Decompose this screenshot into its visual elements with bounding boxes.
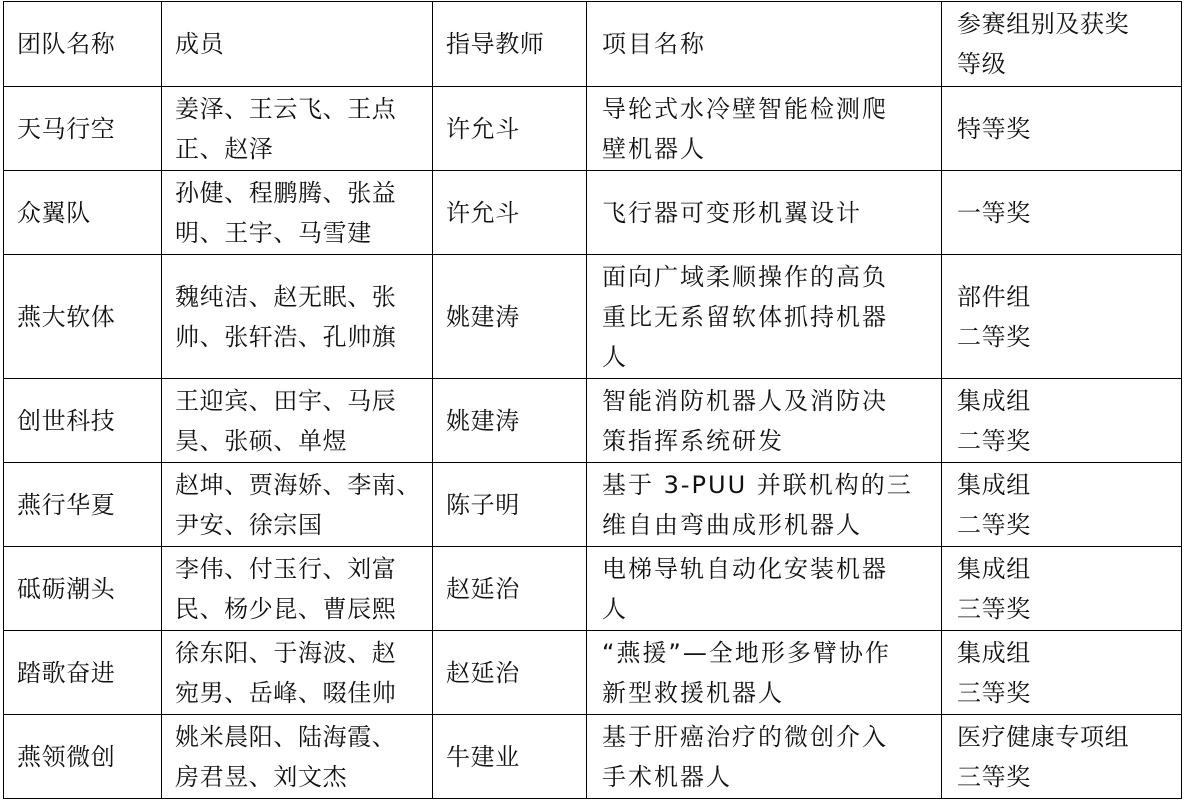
members-line: 帅、张轩浩、孔帅旗 — [175, 322, 397, 351]
advisor-name: 牛建业 — [433, 715, 587, 799]
members-line: 房君昱、刘文杰 — [175, 762, 348, 791]
advisor-name: 许允斗 — [433, 171, 587, 255]
project-cell — [587, 715, 942, 799]
award-line: 三等奖 — [957, 762, 1031, 791]
team-name: 燕行华夏 — [4, 463, 162, 547]
members-cell — [162, 255, 433, 379]
members-line: 李伟、付玉行、刘富 — [175, 554, 397, 583]
award-line: 集成组 — [957, 638, 1031, 667]
team-name: 天马行空 — [4, 87, 162, 171]
members-cell — [162, 87, 433, 171]
project-line: 基于肝癌治疗的微创介入 — [602, 722, 888, 751]
project-line: 导轮式水冷壁智能检测爬 — [602, 94, 888, 123]
award-cell — [942, 547, 1182, 631]
project-line: 手术机器人 — [602, 762, 732, 791]
project-line: 飞行器可变形机翼设计 — [602, 198, 862, 227]
award-line: 三等奖 — [957, 594, 1031, 623]
table-row — [4, 87, 1182, 171]
members-line: 徐东阳、于海波、赵 — [175, 638, 397, 667]
advisor-name: 陈子明 — [433, 463, 587, 547]
members-line: 昊、张硕、单煜 — [175, 426, 348, 455]
members-cell — [162, 547, 433, 631]
award-cell — [942, 715, 1182, 799]
table-row — [4, 379, 1182, 463]
award-cell — [942, 171, 1182, 255]
award-line: 集成组 — [957, 554, 1031, 583]
project-line: 维自由弯曲成形机器人 — [602, 510, 862, 539]
award-cell — [942, 379, 1182, 463]
award-line: 特等奖 — [957, 114, 1031, 143]
team-name: 燕领微创 — [4, 715, 162, 799]
award-line: 一等奖 — [957, 198, 1031, 227]
team-name: 众翼队 — [4, 171, 162, 255]
award-cell — [942, 463, 1182, 547]
award-line: 医疗健康专项组 — [957, 722, 1130, 751]
members-line: 赵坤、贾海娇、李南、 — [175, 470, 421, 499]
advisor-name: 姚建涛 — [433, 255, 587, 379]
award-line: 三等奖 — [957, 678, 1031, 707]
table-row — [4, 463, 1182, 547]
award-cell — [942, 87, 1182, 171]
project-cell — [587, 547, 942, 631]
award-cell — [942, 631, 1182, 715]
project-line: 人 — [602, 342, 628, 371]
table-row — [4, 255, 1182, 379]
header-award — [942, 2, 1182, 87]
project-line: 重比无系留软体抓持机器 — [602, 302, 888, 331]
award-line: 二等奖 — [957, 510, 1031, 539]
members-line: 姜泽、王云飞、王点 — [175, 94, 397, 123]
table-row — [4, 715, 1182, 799]
team-name: 创世科技 — [4, 379, 162, 463]
table-row — [4, 547, 1182, 631]
members-line: 民、杨少昆、曹辰熙 — [175, 594, 397, 623]
members-cell — [162, 379, 433, 463]
advisor-name: 赵延治 — [433, 547, 587, 631]
award-line: 集成组 — [957, 470, 1031, 499]
advisor-name: 许允斗 — [433, 87, 587, 171]
team-name: 砥砺潮头 — [4, 547, 162, 631]
members-line: 明、王宇、马雪建 — [175, 218, 372, 247]
awards-table — [3, 1, 1182, 799]
award-line: 二等奖 — [957, 426, 1031, 455]
project-cell — [587, 379, 942, 463]
award-line: 部件组 — [957, 282, 1031, 311]
award-line: 二等奖 — [957, 322, 1031, 351]
members-cell — [162, 631, 433, 715]
members-cell — [162, 171, 433, 255]
project-line: 电梯导轨自动化安装机器 — [602, 554, 888, 583]
award-cell — [942, 255, 1182, 379]
award-line: 集成组 — [957, 386, 1031, 415]
members-cell — [162, 715, 433, 799]
advisor-name: 姚建涛 — [433, 379, 587, 463]
members-cell — [162, 463, 433, 547]
team-name: 燕大软体 — [4, 255, 162, 379]
project-cell — [587, 631, 942, 715]
header-row — [4, 2, 1182, 87]
project-line: 人 — [602, 594, 628, 623]
members-line: 姚米晨阳、陆海霞、 — [175, 722, 397, 751]
header-team: 团队名称 — [4, 2, 162, 87]
header-advisor: 指导教师 — [433, 2, 587, 87]
header-project: 项目名称 — [587, 2, 942, 87]
members-line: 王迎宾、田宇、马辰 — [175, 386, 397, 415]
project-line: 新型救援机器人 — [602, 678, 784, 707]
project-line: 壁机器人 — [602, 134, 706, 163]
members-line: 正、赵泽 — [175, 134, 274, 163]
header-members: 成员 — [162, 2, 433, 87]
members-line: 孙健、程鹏腾、张益 — [175, 178, 397, 207]
project-line: 基于 3-PUU 并联机构的三 — [602, 470, 913, 499]
project-line: 策指挥系统研发 — [602, 426, 784, 455]
project-cell — [587, 171, 942, 255]
project-cell — [587, 87, 942, 171]
table-row — [4, 171, 1182, 255]
members-line: 魏纯洁、赵无眠、张 — [175, 282, 397, 311]
header-award-line: 等级 — [957, 50, 1007, 78]
team-name: 踏歌奋进 — [4, 631, 162, 715]
project-cell — [587, 255, 942, 379]
table-row — [4, 631, 1182, 715]
project-line: 面向广域柔顺操作的高负 — [602, 262, 888, 291]
project-line: 智能消防机器人及消防决 — [602, 386, 888, 415]
header-award-line: 参赛组别及获奖 — [957, 10, 1130, 38]
advisor-name: 赵延治 — [433, 631, 587, 715]
project-line: “燕援”—全地形多臂协作 — [602, 638, 891, 667]
members-line: 尹安、徐宗国 — [175, 510, 323, 539]
members-line: 宛男、岳峰、啜佳帅 — [175, 678, 397, 707]
project-cell — [587, 463, 942, 547]
